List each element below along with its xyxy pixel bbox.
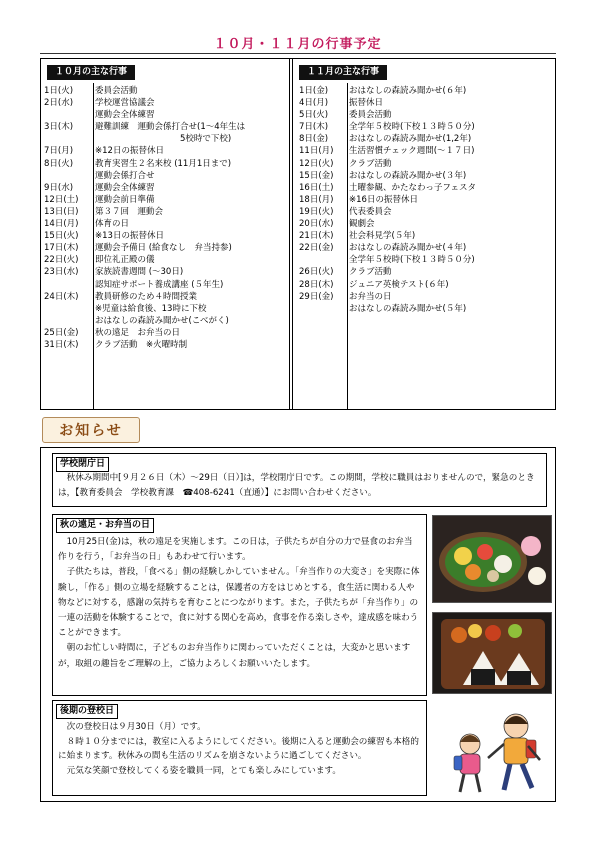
schedule-date: 15日(金) bbox=[299, 170, 334, 181]
children-illustration bbox=[440, 702, 552, 796]
schedule-event: 教員研修のため４時間授業 bbox=[95, 291, 198, 302]
schedule-date: 31日(木) bbox=[44, 339, 79, 350]
schedule-date: 22日(金) bbox=[299, 243, 334, 254]
schedule-date: 13日(日) bbox=[44, 206, 79, 217]
term-title: 後期の登校日 bbox=[56, 704, 118, 719]
schedule-event: 認知症サポート養成講座 (５年生) bbox=[95, 279, 224, 290]
schedule-date: 2日(水) bbox=[44, 98, 74, 109]
schedule-date bbox=[41, 279, 89, 291]
schedule-row bbox=[41, 242, 289, 254]
schedule-event: おはなしの森読み聞かせ(６年) bbox=[349, 86, 467, 96]
schedule-row bbox=[41, 206, 289, 218]
term-text: 次の登校日は９月30日（月）です。 ８時１０分までには，教室に入るようにしてください。後期に入ると運動会の練習も本格的に始まります。秋休みの間も生活のリズムを崩さないように過ごしてください。 元気な笑顔で登校してくる姿を職員一同，とても楽しみにしています。 bbox=[58, 722, 419, 776]
schedule-event: 土曜参観、かたなわっ子フェスタ bbox=[349, 182, 476, 193]
schedule-event: 家族読書週間 (～30日) bbox=[95, 267, 184, 278]
schedule-event: 観劇会 bbox=[349, 219, 375, 230]
schedule-event: 代表委員会 bbox=[349, 206, 392, 217]
schedule-event: 委員会活動 bbox=[349, 110, 392, 121]
schedule-row bbox=[41, 145, 289, 157]
schedule-date bbox=[41, 109, 89, 121]
schedule-row bbox=[295, 170, 555, 182]
schedule-table bbox=[40, 58, 556, 410]
schedule-date: 24日(木) bbox=[44, 291, 79, 302]
schedule-date bbox=[295, 254, 343, 266]
schedule-event: 運動会全体練習 bbox=[95, 110, 155, 121]
schedule-event: 全学年５校時(下校１３時５０分) bbox=[349, 122, 475, 133]
schedule-event: 運動会全体練習 bbox=[95, 182, 155, 193]
schedule-row bbox=[295, 303, 555, 315]
schedule-event: クラブ活動 bbox=[349, 158, 392, 169]
schedule-row bbox=[41, 279, 289, 291]
schedule-date bbox=[295, 303, 343, 315]
schedule-date: 8日(金) bbox=[299, 134, 329, 145]
closure-text: 秋休み期間中[９月２６日（木）～29日（日）]は，学校閉庁日です。この期間，学校に職員はおりませんので，緊急のときは，【教育委員会 学校教育課 ☎408-6241（直通）】にお問い合わせください。 bbox=[58, 473, 535, 499]
onigiri-photo bbox=[432, 612, 552, 694]
schedule-event: 教育実習生２名来校 (11月1日まで) bbox=[95, 158, 232, 169]
schedule-event: 運動会予備日 (給食なし 弁当持参) bbox=[95, 243, 232, 254]
november-rows bbox=[295, 85, 555, 315]
schedule-date: 23日(水) bbox=[44, 267, 79, 278]
schedule-date: 1日(金) bbox=[299, 86, 329, 96]
schedule-date: 12日(土) bbox=[44, 194, 79, 205]
schedule-date: 11日(月) bbox=[299, 146, 334, 157]
schedule-event: おはなしの森読み聞かせ(こべがく) bbox=[95, 315, 229, 326]
term-start-notice bbox=[52, 700, 427, 796]
schedule-event: 委員会活動 bbox=[95, 86, 138, 96]
schedule-event: 体育の日 bbox=[95, 219, 130, 230]
notice-heading: お知らせ bbox=[42, 417, 140, 443]
schedule-row bbox=[41, 85, 289, 97]
schedule-date: 21日(木) bbox=[299, 231, 334, 242]
schedule-event: 5校時で下校) bbox=[95, 134, 232, 145]
schedule-row bbox=[295, 218, 555, 230]
schedule-row bbox=[295, 291, 555, 303]
schedule-row bbox=[295, 242, 555, 254]
november-heading: １１月の主な行事 bbox=[299, 65, 387, 80]
october-rows bbox=[41, 85, 289, 351]
schedule-date: 25日(金) bbox=[44, 327, 79, 338]
excursion-notice bbox=[52, 514, 427, 696]
bento-photo bbox=[432, 515, 552, 603]
schedule-event: 即位礼正殿の儀 bbox=[95, 255, 155, 266]
schedule-row bbox=[295, 266, 555, 278]
page-title: １０月・１１月の行事予定 bbox=[213, 37, 382, 52]
schedule-row bbox=[41, 109, 289, 121]
schedule-row bbox=[295, 254, 555, 266]
schedule-row bbox=[295, 206, 555, 218]
schedule-row bbox=[41, 121, 289, 133]
schedule-date: 29日(金) bbox=[299, 291, 334, 302]
october-heading: １０月の主な行事 bbox=[47, 65, 135, 80]
schedule-event: おはなしの森読み聞かせ(５年) bbox=[349, 303, 467, 314]
schedule-row bbox=[41, 339, 289, 351]
schedule-event: 全学年５校時(下校１３時５０分) bbox=[349, 255, 475, 266]
schedule-row bbox=[41, 158, 289, 170]
schedule-row bbox=[295, 194, 555, 206]
schedule-date: 20日(水) bbox=[299, 219, 334, 230]
schedule-row bbox=[41, 182, 289, 194]
schedule-event: ※児童は給食後、13時に下校 bbox=[95, 303, 207, 314]
schedule-row bbox=[295, 230, 555, 242]
schedule-row bbox=[41, 303, 289, 315]
schedule-date: 8日(火) bbox=[44, 158, 74, 169]
schedule-row bbox=[295, 145, 555, 157]
schedule-date: 14日(月) bbox=[44, 219, 79, 230]
schedule-date: 28日(木) bbox=[299, 279, 334, 290]
schedule-date: 9日(水) bbox=[44, 182, 74, 193]
schedule-event: 第３７回 運動会 bbox=[95, 206, 164, 217]
schedule-event: ジュニア英検テスト(６年) bbox=[349, 279, 449, 290]
schedule-event: 社会科見学(５年) bbox=[349, 231, 416, 242]
schedule-date: 7日(月) bbox=[44, 146, 74, 157]
schedule-date: 17日(木) bbox=[44, 243, 79, 254]
schedule-row bbox=[41, 194, 289, 206]
closure-title: 学校閉庁日 bbox=[56, 457, 109, 472]
schedule-row bbox=[295, 121, 555, 133]
schedule-date: 18日(月) bbox=[299, 194, 334, 205]
schedule-date: 26日(火) bbox=[299, 267, 334, 278]
november-column bbox=[295, 59, 555, 409]
schedule-date: 7日(木) bbox=[299, 122, 329, 133]
schedule-date: 1日(火) bbox=[44, 86, 74, 96]
schedule-event: ※12日の振替休日 bbox=[95, 146, 164, 157]
schedule-row bbox=[41, 170, 289, 182]
schedule-event: 運動会前日準備 bbox=[95, 194, 155, 205]
schedule-date: 16日(土) bbox=[299, 182, 334, 193]
schedule-event: 振替休日 bbox=[349, 98, 384, 109]
schedule-date bbox=[41, 315, 89, 327]
schedule-date: 5日(火) bbox=[299, 110, 329, 121]
schedule-event: お弁当の日 bbox=[349, 291, 392, 302]
schedule-row bbox=[295, 158, 555, 170]
schedule-row bbox=[41, 218, 289, 230]
schedule-event: 生活習慣チェック週間(～１７日) bbox=[349, 146, 475, 157]
schedule-date bbox=[41, 170, 89, 182]
schedule-row bbox=[41, 327, 289, 339]
excursion-title: 秋の遠足・お弁当の日 bbox=[56, 518, 154, 533]
schedule-row bbox=[295, 109, 555, 121]
schedule-event: ※13日の振替休日 bbox=[95, 231, 164, 242]
schedule-event: クラブ活動 bbox=[349, 267, 392, 278]
schedule-row bbox=[295, 133, 555, 145]
schedule-row bbox=[41, 291, 289, 303]
schedule-date: 12日(火) bbox=[299, 158, 334, 169]
title-underline bbox=[40, 53, 556, 54]
closure-notice bbox=[52, 453, 547, 507]
schedule-row bbox=[295, 97, 555, 109]
schedule-row bbox=[295, 85, 555, 97]
schedule-event: 避難訓練 運動会係打合せ(1～4年生は bbox=[95, 122, 246, 133]
column-divider bbox=[289, 59, 293, 409]
schedule-date bbox=[41, 303, 89, 315]
schedule-event: 秋の遠足 お弁当の日 bbox=[95, 327, 181, 338]
schedule-date: 15日(火) bbox=[44, 231, 79, 242]
schedule-row bbox=[41, 230, 289, 242]
schedule-event: おはなしの森読み聞かせ(４年) bbox=[349, 243, 467, 254]
schedule-date: 19日(火) bbox=[299, 206, 334, 217]
excursion-text: 10月25日(金)は，秋の遠足を実施します。この日は，子供たちが自分の力で昼食のお弁当作りを行う，「お弁当の日」もあわせて行います。 子供たちは，普段，「食べる」側の経験しかしていません。「弁当作りの大変さ」を実際に体験し，「作る」側の立場を経験することは，保護者の方をはじめとする，食生活に関わる人や物などに対する，感謝の気持ちを育むことにつながります。また，子供たちが「弁当作り」の一連の活動を体験することで，食に対する関心を高め，食事を作る楽しさや，達成感を味わうことができます。 朝のお忙しい時間に，子どものお弁当作りに関わっていただくことは，大変かと思いますが，取組の趣旨をご理解の上，ご協力よろしくお願いいたします。 bbox=[58, 537, 420, 669]
schedule-row bbox=[41, 97, 289, 109]
schedule-row bbox=[41, 266, 289, 278]
schedule-row bbox=[295, 182, 555, 194]
schedule-event: ※16日の振替休日 bbox=[349, 194, 418, 205]
schedule-event: おはなしの森読み聞かせ(1,2年) bbox=[349, 134, 472, 145]
schedule-row bbox=[295, 279, 555, 291]
schedule-date: 3日(木) bbox=[44, 122, 74, 133]
october-column bbox=[41, 59, 289, 409]
schedule-row bbox=[41, 133, 289, 145]
schedule-event: クラブ活動 ※火曜時制 bbox=[95, 339, 188, 350]
schedule-date bbox=[41, 133, 89, 145]
schedule-row bbox=[41, 254, 289, 266]
schedule-date: 4日(月) bbox=[299, 98, 329, 109]
schedule-event: おはなしの森読み聞かせ(３年) bbox=[349, 170, 467, 181]
schedule-event: 運動会係打合せ bbox=[95, 170, 155, 181]
schedule-row bbox=[41, 315, 289, 327]
schedule-date: 22日(火) bbox=[44, 255, 79, 266]
schedule-event: 学校運営協議会 bbox=[95, 98, 155, 109]
